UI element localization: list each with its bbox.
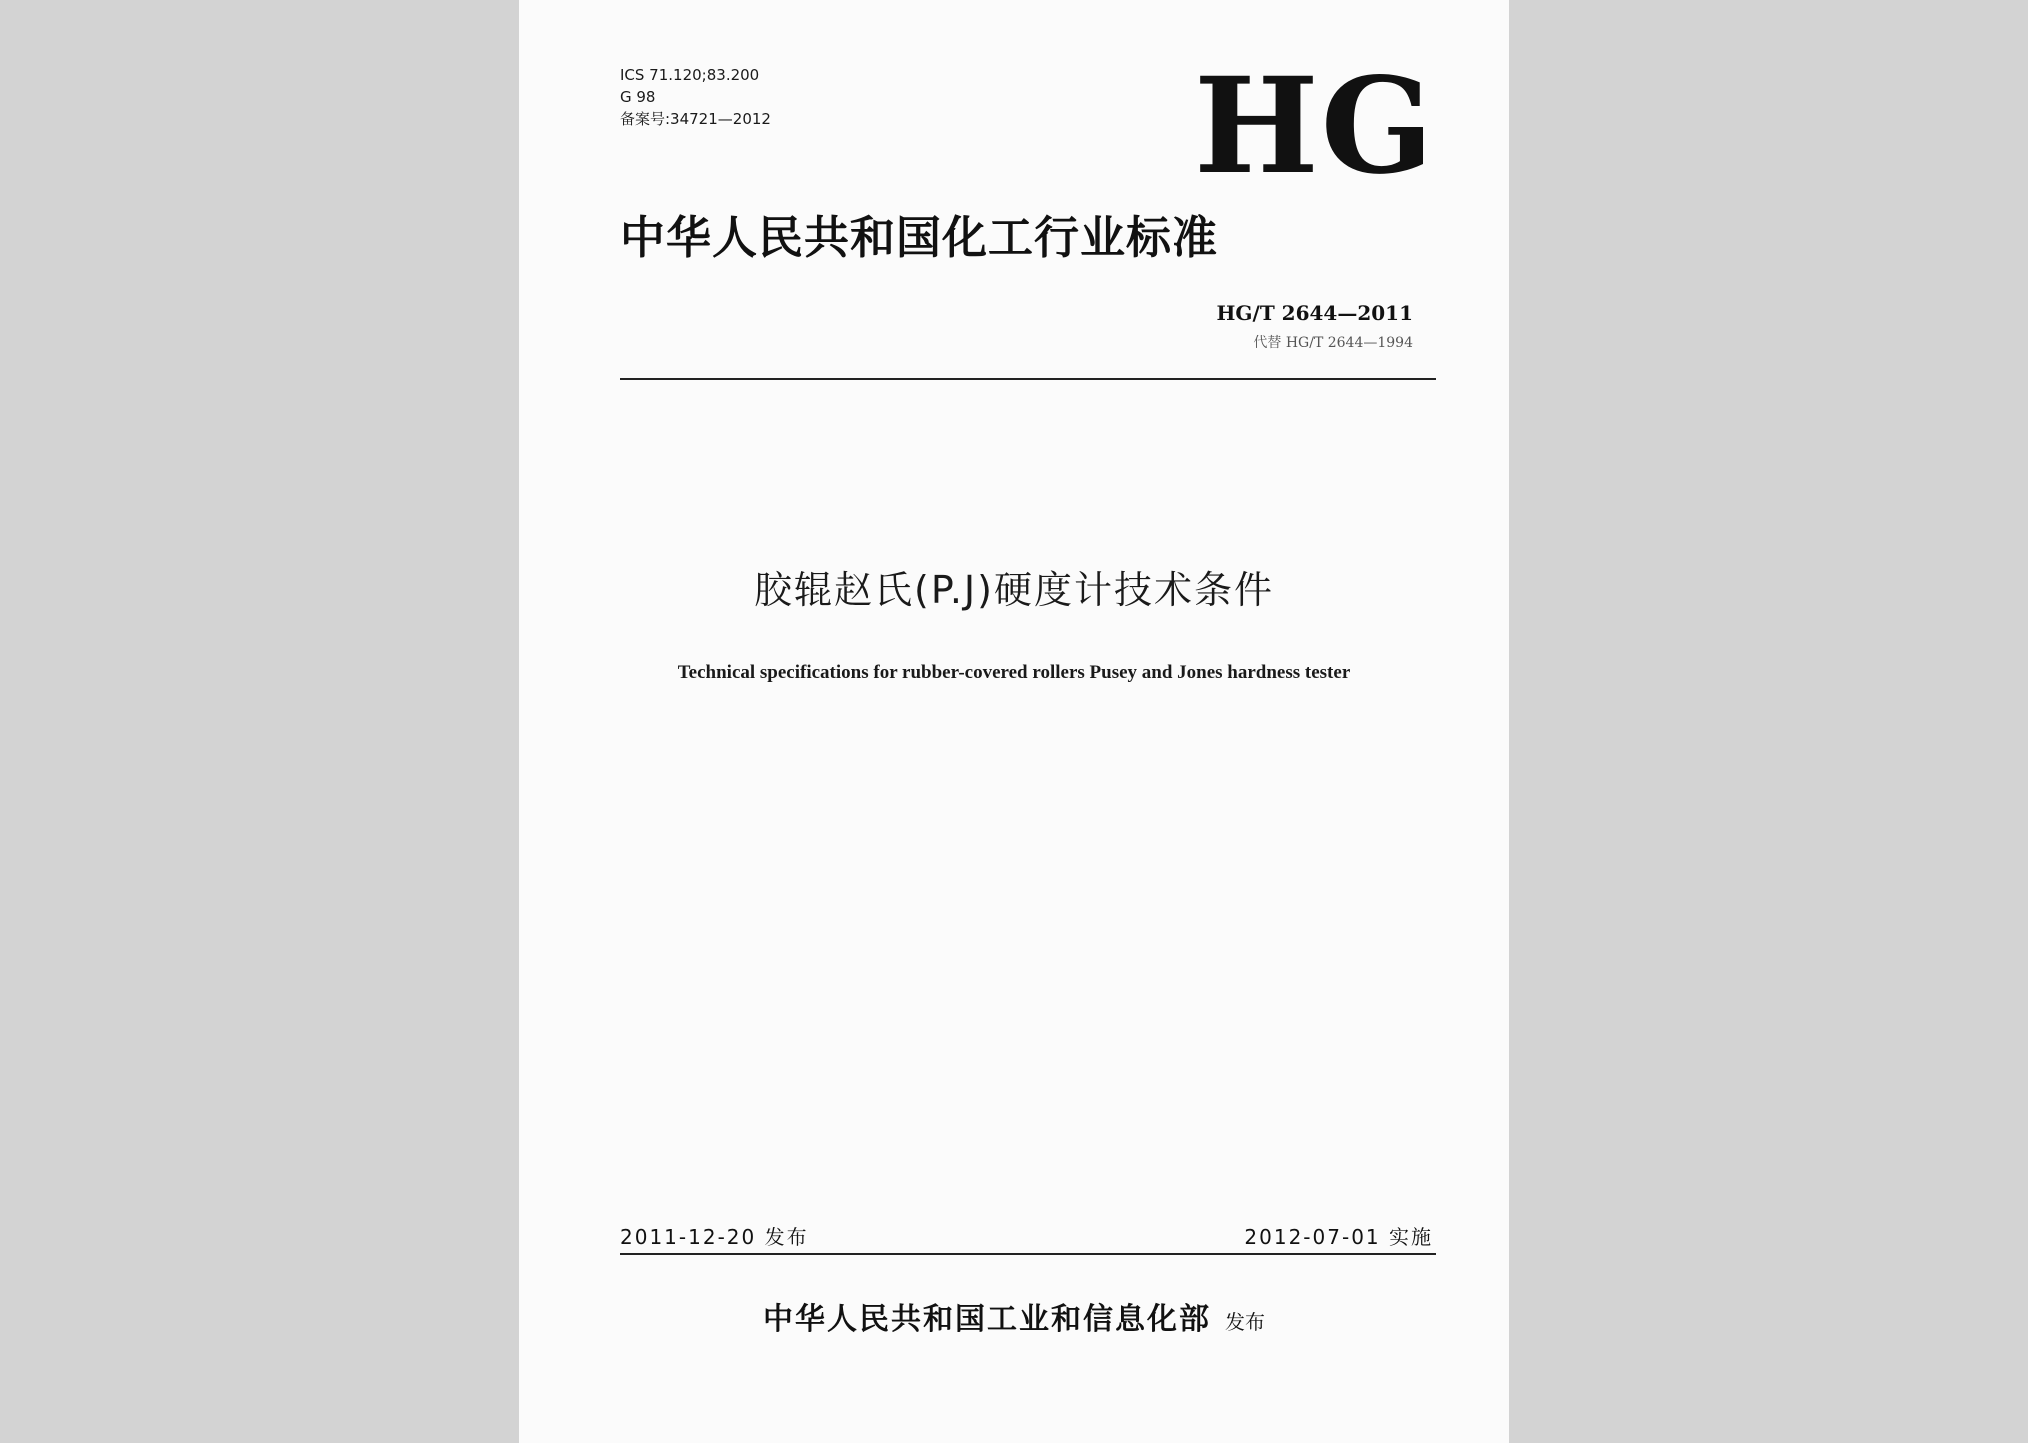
standard-category-title: 中华人民共和国化工行业标准 xyxy=(620,211,1219,264)
document-page xyxy=(519,0,1509,1443)
ics-code: ICS 71.120;83.200 xyxy=(620,66,760,84)
replaces-standard: 代替 HG/T 2644—1994 xyxy=(1253,335,1413,351)
effective-date: 2012-07-01 实施 xyxy=(1244,1225,1433,1249)
ccs-code: G 98 xyxy=(620,88,656,106)
publisher-organization: 中华人民共和国工业和信息化部 xyxy=(763,1302,1211,1337)
publisher-line xyxy=(519,1300,1509,1342)
classification-block xyxy=(620,64,771,130)
filing-number: 备案号:34721—2012 xyxy=(620,110,771,128)
standard-number: HG/T 2644—2011 xyxy=(1216,301,1413,325)
hg-logo: HG xyxy=(1194,49,1436,204)
footer-divider xyxy=(620,1253,1436,1255)
publisher-suffix: 发布 xyxy=(1225,1310,1265,1334)
document-title-chinese: 胶辊赵氏(P.J)硬度计技术条件 xyxy=(754,568,1274,612)
header-divider xyxy=(620,378,1436,380)
issue-date: 2011-12-20 发布 xyxy=(620,1225,809,1249)
document-title-english: Technical specifications for rubber-covered rollers Pusey and Jones hardness tester xyxy=(677,662,1351,683)
